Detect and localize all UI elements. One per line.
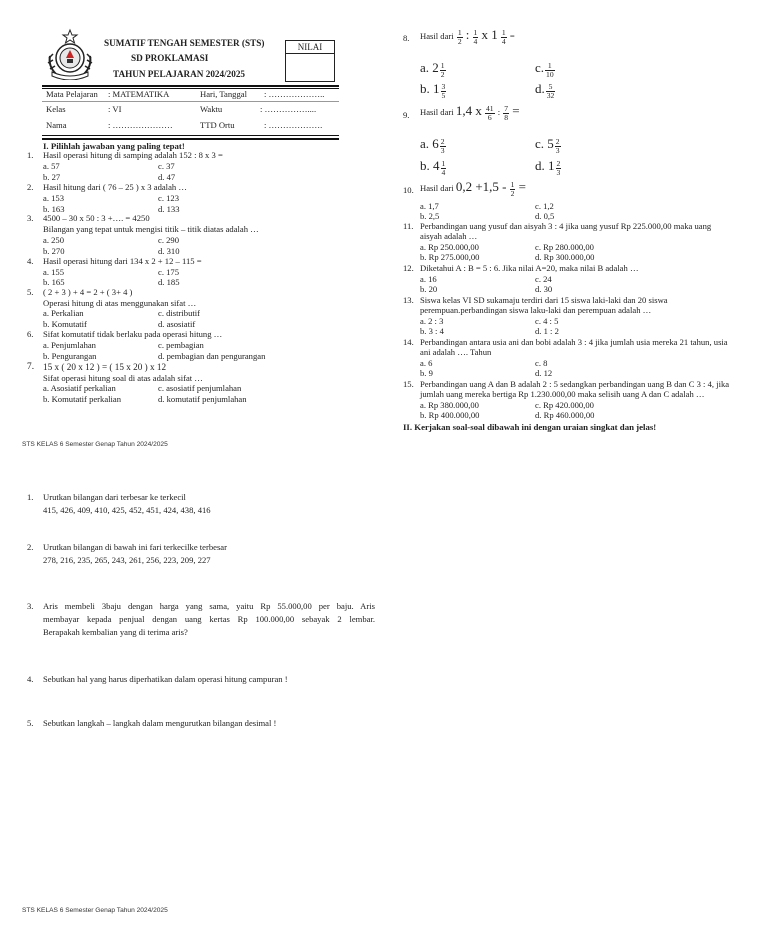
q4-number: 4.	[27, 256, 34, 266]
page-footer-2: STS KELAS 6 Semester Genap Tahun 2024/2025	[22, 907, 168, 914]
q8-option-a: a. 2 $\frac{1}{2}$	[420, 60, 445, 79]
q14-number: 14.	[403, 337, 414, 347]
q7-option-b: b. Komutatif perkalian	[43, 394, 122, 404]
q3-text2: Bilangan yang tepat untuk mengisi titik – titik diatas adalah …	[43, 224, 259, 234]
q9-option-b: b. 4 $\frac{1}{4}$	[420, 158, 446, 177]
q7-text: 15 x ( 20 x 12 ) = ( 15 x 20 ) x 12	[43, 362, 167, 372]
essay-4	[27, 673, 33, 686]
q2-option-b: b. 163	[43, 204, 65, 214]
nama-value: : …………………	[108, 120, 173, 130]
q12-option-a: a. 16	[420, 274, 437, 284]
q10-option-a: a. 1,7	[420, 201, 439, 211]
q11-text: Perbandingan uang yusuf dan aisyah 3 : 4 jika uang yusuf Rp 225.000,00 maka uang	[420, 221, 712, 231]
q7-option-a: a. Asosiatif perkalian	[43, 383, 116, 393]
q13-text2: perempuan.perbandingan siswa laku-laki dan perempuan adalah …	[420, 305, 652, 315]
q3-number: 3.	[27, 213, 34, 223]
q6-text: Sifat komutatif tidak berlaku pada operasi hitung …	[43, 329, 223, 339]
q1-number: 1.	[27, 150, 34, 160]
mapel-label: Mata Pelajaran	[46, 89, 98, 99]
q14-option-a: a. 6	[420, 358, 433, 368]
q5-option-d: d. asosiatif	[158, 319, 196, 329]
q13-option-a: a. 2 : 3	[420, 316, 444, 326]
q14-text: Perbandingan antara usia ani dan bobi adalah 3 : 4 jika jumlah usia mereka 21 tahun, usia	[420, 337, 728, 347]
q7-option-d: d. komutatif penjumlahan	[158, 394, 247, 404]
q5-number: 5.	[27, 287, 34, 297]
q5-text2: Operasi hitung di atas menggunakan sifat …	[43, 298, 197, 308]
q12-option-d: d. 30	[535, 284, 553, 294]
q4-option-a: a. 155	[43, 267, 65, 277]
mapel-value: : MATEMATIKA	[108, 89, 170, 99]
q6-option-b: b. Pengurangan	[43, 351, 97, 361]
nilai-label: NILAI	[286, 41, 334, 54]
q15-text2: jumlah uang mereka bertiga Rp 1.230.000,00 maka selisih uang A dan C adalah …	[420, 389, 705, 399]
q5-text: ( 2 + 3 ) + 4 = 2 + ( 3+ 4 )	[43, 287, 133, 297]
q13-option-b: b. 3 : 4	[420, 326, 444, 336]
q7-number: 7.	[27, 362, 35, 372]
ttd-value: : ……………….	[264, 120, 323, 130]
ttd-label: TTD Ortu	[200, 120, 235, 130]
q9-number: 9.	[403, 110, 410, 120]
q5-option-a: a. Perkalian	[43, 308, 84, 318]
q13-option-d: d. 1 : 2	[535, 326, 559, 336]
essay-3-number: 3.	[27, 601, 34, 611]
q4-option-d: d. 185	[158, 277, 180, 287]
essay-5-text: Sebutkan langkah – langkah dalam mengurutkan bilangan desimal !	[43, 718, 277, 728]
q10-option-b: b. 2,5	[420, 211, 440, 221]
q9-option-c: c. 5 $\frac{2}{3}$	[535, 136, 560, 155]
q13-text: Siswa kelas VI SD sukamaju terdiri dari 15 siswa laki-laki dan 20 siswa	[420, 295, 668, 305]
kelas-label: Kelas	[46, 104, 66, 114]
q14-option-c: c. 8	[535, 358, 548, 368]
nilai-box	[285, 40, 335, 82]
q8-number: 8.	[403, 33, 410, 43]
q8-fraction-3: $\frac{1}{4}$	[501, 27, 506, 46]
q2-option-d: d. 133	[158, 204, 180, 214]
q2-number: 2.	[27, 182, 34, 192]
essay-3-text: Aris membeli 3baju dengan harga yang sama, yaitu Rp 55.000,00 per baju. Aris membayar kepada penjual dengan uang kertas Rp 100.000,00 sebayak 2 lembar. Berapakah kembalian yang di terima aris?	[43, 601, 375, 637]
q14-option-b: b. 9	[420, 368, 433, 378]
q3-option-d: d. 310	[158, 246, 180, 256]
q6-number: 6.	[27, 329, 34, 339]
q3-text: 4500 – 30 x 50 : 3 +…. = 4250	[43, 213, 150, 223]
q14-option-d: d. 12	[535, 368, 553, 378]
essay-2-number: 2.	[27, 542, 34, 552]
essay-1	[27, 491, 33, 504]
nama-label: Nama	[46, 120, 67, 130]
q1-option-a: a. 57	[43, 161, 60, 171]
q6-option-a: a. Penjumlahan	[43, 340, 96, 350]
q3-option-b: b. 270	[43, 246, 65, 256]
q15-option-a: a. Rp 380.000,00	[420, 400, 479, 410]
q4-option-b: b. 165	[43, 277, 65, 287]
q14-text2: ani adalah …. Tahun	[420, 347, 492, 357]
q12-option-c: c. 24	[535, 274, 552, 284]
essay-2	[27, 541, 33, 554]
essay-4-text: Sebutkan hal yang harus diperhatikan dalam operasi hitung campuran !	[43, 674, 288, 684]
header-title: SUMATIF TENGAH SEMESTER (STS)	[104, 38, 265, 48]
q13-number: 13.	[403, 295, 414, 305]
header-year: TAHUN PELAJARAN 2024/2025	[113, 69, 246, 79]
q9-option-d: d. 1 $\frac{2}{3}$	[535, 158, 561, 177]
q1-option-d: d. 47	[158, 172, 176, 182]
essay-5	[27, 717, 33, 730]
q11-option-a: a. Rp 250.000,00	[420, 242, 479, 252]
page-footer-1: STS KELAS 6 Semester Genap Tahun 2024/2025	[22, 441, 168, 448]
hari-label: Hari, Tanggal	[200, 89, 247, 99]
q2-option-a: a. 153	[43, 193, 65, 203]
q15-text: Perbandingan uang A dan B adalah 2 : 5 sedangkan perbandingan uang B dan C 3 : 4, jika	[420, 379, 730, 389]
q4-text: Hasil operasi hitung dari 134 x 2 + 12 – 115 =	[43, 256, 202, 266]
q15-option-d: d. Rp 460.000,00	[535, 410, 595, 420]
q7-option-c: c. asosiatif penjumlahan	[158, 383, 242, 393]
q6-option-d: d. pembagian dan pengurangan	[158, 351, 266, 361]
essay-5-number: 5.	[27, 718, 34, 728]
header-rule	[42, 85, 339, 87]
q8-prefix: Hasil dari	[420, 31, 454, 41]
q10-option-c: c. 1,2	[535, 201, 554, 211]
q3-option-c: c. 290	[158, 235, 180, 245]
q2-text: Hasil hitung dari ( 76 – 25 ) x 3 adalah …	[43, 182, 187, 192]
q15-number: 15.	[403, 379, 414, 389]
q1-option-b: b. 27	[43, 172, 61, 182]
q13-option-c: c. 4 : 5	[535, 316, 559, 326]
q4-option-c: c. 175	[158, 267, 180, 277]
q8-question: Hasil dari $\frac{1}{2}$ : $\frac{1}{4}$ x 1 $\frac{1}{4}$ =	[420, 27, 515, 46]
q8-option-d: d. $\frac{5}{32}$	[535, 81, 555, 100]
q11-text2: aisyah adalah …	[420, 231, 478, 241]
essay-2-text: Urutkan bilangan di bawah ini fari terkecilke terbesar 278, 216, 235, 265, 243, 261, 256, 223, 209, 227	[43, 542, 227, 565]
q3-option-a: a. 250	[43, 235, 65, 245]
q15-option-b: b. Rp 400.000,00	[420, 410, 480, 420]
essay-1-text: Urutkan bilangan dari terbesar ke terkecil 415, 426, 409, 410, 425, 452, 451, 424, 438, 416	[43, 492, 211, 515]
essay-4-number: 4.	[27, 674, 34, 684]
q10-number: 10.	[403, 185, 414, 195]
essay-1-number: 1.	[27, 492, 34, 502]
q11-number: 11.	[403, 221, 414, 231]
q1-option-c: c. 37	[158, 161, 175, 171]
q11-option-c: c. Rp 280.000,00	[535, 242, 594, 252]
q12-text: Diketahui A : B = 5 : 6. Jika nilai A=20, maka nilai B adalah …	[420, 263, 639, 273]
q11-option-b: b. Rp 275.000,00	[420, 252, 480, 262]
q11-option-d: d. Rp 300.000,00	[535, 252, 595, 262]
q8-fraction-2: $\frac{1}{4}$	[473, 27, 478, 46]
q8-fraction-1: $\frac{1}{2}$	[457, 27, 462, 46]
q10-option-d: d. 0,5	[535, 211, 555, 221]
waktu-label: Waktu	[200, 104, 223, 114]
q7-text2: Sifat operasi hitung soal di atas adalah sifat …	[43, 373, 203, 383]
q1-text: Hasil operasi hitung di samping adalah 152 : 8 x 3 =	[43, 150, 223, 160]
q8-option-b: b. 1 $\frac{3}{5}$	[420, 81, 446, 100]
q10-question: Hasil dari 0,2 +1,5 - $\frac{1}{2}$ =	[420, 179, 526, 198]
q9-option-a: a. 6 $\frac{2}{3}$	[420, 136, 445, 155]
essay-3	[27, 600, 33, 613]
kelas-value: : VI	[108, 104, 122, 114]
q15-option-c: c. Rp 420.000,00	[535, 400, 594, 410]
waktu-value: : ……………....	[260, 104, 317, 114]
section1-title: I. Pilihlah jawaban yang paling tepat!	[43, 141, 185, 151]
q9-question: Hasil dari 1,4 x $\frac{41}{6}$ : $\frac{7}{8}$ =	[420, 103, 520, 122]
q6-option-c: c. pembagian	[158, 340, 204, 350]
q12-number: 12.	[403, 263, 414, 273]
q2-option-c: c. 123	[158, 193, 180, 203]
hari-value: : ………………..	[264, 89, 325, 99]
q5-option-c: c. distributif	[158, 308, 201, 318]
q5-option-b: b. Komutatif	[43, 319, 87, 329]
section2-title: II. Kerjakan soal-soal dibawah ini dengan uraian singkat dan jelas!	[403, 422, 657, 432]
school-logo	[44, 28, 96, 80]
q8-option-c: c. $\frac{1}{10}$	[535, 60, 554, 79]
q12-option-b: b. 20	[420, 284, 438, 294]
header-school: SD PROKLAMASI	[131, 53, 209, 63]
